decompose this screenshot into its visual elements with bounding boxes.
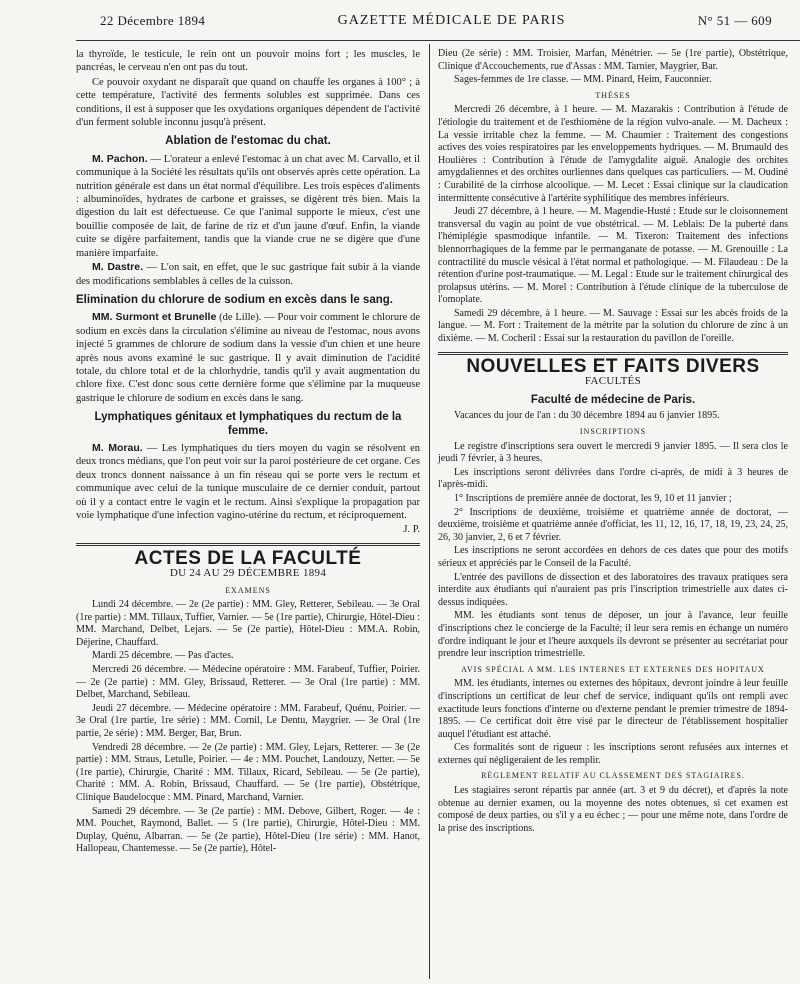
right-column <box>438 48 788 836</box>
author-signature: J. P. <box>403 524 420 536</box>
paragraph-text: — Les lymphatiques du tiers moyen du vagin se résolvent en deux troncs médians, que l'on peut voir sur la paroi postérieure de cet organe. Ces deux troncs donnent naissance à un fin réseau qui se porte vers le rectum et communique avec celui de la tunique musculaire de ce dernier conduit, partout où il y a contact entre le vagin et le rectum. Ainsi s'explique la propagation par voie lymphatique d'une infection vagino-utérine du rectum, et réciproquement. <box>76 442 420 521</box>
header-number: N° 51 — 609 <box>697 13 772 28</box>
section-title: Ablation de l'estomac du chat. <box>165 135 331 148</box>
header-date: 22 Décembre 1894 <box>100 13 206 28</box>
speaker-name: MM. Surmont et Brunelle <box>92 311 217 324</box>
exam-entry: Vendredi 28 décembre. — 2e (2e partie) : MM. Gley, Lejars, Retterer. — 3e (2e partie) : MM. Straus, Letulle, Poirier. — 4e : MM. Pouchet, Landouzy, Netter. — 5e (1re partie), Chirurgie, Charité : MM. Tillaux, Ricard, Sebileau. — 5e (2e partie), Charité : MM. A. Robin, Brissaud, Chauffard. — 5e (1re partie), Obstétrique, Clinique Baudelocque : MM. Pinard, Marchand, Varnier. <box>76 741 420 803</box>
thesis-entry: Mercredi 26 décembre, à 1 heure. — M. Mazarakis : Contribution à l'étude de l'étiologie du traitement et de l'esthiomène de la région vulvo-anale. — M. Dacheux : La vessie irritable chez la femme. — M. Chaumier : Traitement des congestions actives des voies respiratoires par les enveloppements hydriques. — M. Brumauld des Houlières : Contribution à l'étude de l'amygdalite aiguë. Analogie des orchites amygdaliennes et des orchites ourliennes dans quelques cas particuliers. — M. Oudiné : Curabilité de la cirrhose alcoolique. — M. Lecet : Essai clinique sur la claudication intermittente consécutive à l'artérite syphilitique des membres inférieurs. <box>438 104 788 204</box>
actes-title: ACTES DE LA FACULTÉ <box>134 547 362 569</box>
header-title: GAZETTE MÉDICALE DE PARIS <box>337 13 566 28</box>
paragraph: MM. les étudiants, internes ou externes des hôpitaux, devront joindre à leur feuille d'inscriptions un certificat de leur chef de service, indiquant qu'ils ont rempli avec exactitude leurs fonctions d'interne ou d'externe pendant le premier trimestre de 1894-1895. — Ce certificat doit être visé par le directeur de l'établissement hospitalier auquel l'étudiant est attaché. <box>438 678 788 740</box>
section-title: Elimination du chlorure de sodium en excès dans le sang. <box>76 293 393 306</box>
paragraph: Les stagiaires seront répartis par année (art. 3 et 9 du décret), et d'après la note obtenue au dernier examen, ou la moyenne des notes obtenues, si cet examen est composé de deux parties, ou s'il y a eu échec ; — pour une même note, dans l'ordre de la prise des inscriptions. <box>438 785 788 834</box>
faculty-paris-title: Faculté de médecine de Paris. <box>530 393 696 406</box>
exam-entry: Dieu (2e série) : MM. Troisier, Marfan, Ménétrier. — 5e (1re partie), Obstétrique, Clinique d'Accouchements, rue d'Assas : MM. Tarnier, Maygrier, Bar. <box>438 48 788 72</box>
paragraph: 1° Inscriptions de première année de doctorat, les 9, 10 et 11 janvier ; <box>454 493 732 504</box>
paragraph: Les inscriptions seront délivrées dans l'ordre ci-après, de midi à 3 heures de l'après-midi. <box>438 466 788 491</box>
thesis-entry: Samedi 29 décembre, à 1 heure. — M. Sauvage : Essai sur les abcès froids de la langue. — M. Fort : Traitement de la métrite par la solution du chlorure de zinc à un dixième. — M. Cocheril : Essai sur la restauration du pavillon de l'oreille. <box>438 307 788 345</box>
reglement-heading: RÈGLEMENT RELATIF AU CLASSEMENT DES STAGIAIRES. <box>481 771 745 781</box>
speaker-name: M. Dastre. <box>92 261 144 274</box>
paragraph <box>76 311 420 405</box>
speaker-name: M. Pachon. <box>92 152 148 165</box>
theses-heading: THÈSES <box>595 90 631 100</box>
paragraph-text: — L'on sait, en effet, que le suc gastrique fait subir à la viande des modifications semblables à celles de la cuisson. <box>76 262 421 287</box>
avis-heading: AVIS SPÉCIAL A MM. LES INTERNES ET EXTERNES DES HOPITAUX <box>461 664 765 674</box>
section-rule <box>76 543 420 546</box>
paragraph <box>76 153 420 260</box>
actes-subtitle: DU 24 AU 29 DÉCEMBRE 1894 <box>169 567 327 580</box>
paragraph-text: — L'orateur a enlevé l'estomac à un chat avec M. Carvallo, et il communique à la Société les résultats qu'ils ont observés après cette opération. La nutrition générale est dans un état normal d'équilibre. Les trois espèces d'aliments : albuminoïdes, hydrates de carbone et graisses, se digèrent très bien. Mais la digestion du lait est défectueuse. Ce que l'animal supporte le mieux, c'est une bouillie composée de lait, de farine de riz et d'un jaune d'œuf. Enfin, la viande cuite se digère parfaitement, tandis que la viande crue ne se digère que d'une manière imparfaite. <box>76 153 420 259</box>
paragraph: Le registre d'inscriptions sera ouvert le mercredi 9 janvier 1895. — Il sera clos le jeudi 7 février, à 3 heures. <box>438 440 788 465</box>
section-rule <box>438 352 788 355</box>
exam-entry: Mercredi 26 décembre. — Médecine opératoire : MM. Farabeuf, Tuffier, Poirier. — 2e (2e partie) : MM. Gley, Brissaud, Retterer. — 3e Oral (1re partie) : MM. Delbet, Marchand, Sebileau. <box>76 664 420 701</box>
paragraph <box>76 442 420 522</box>
examens-heading: EXAMENS <box>225 585 271 595</box>
speaker-name: M. Morau. <box>92 441 143 454</box>
section-title: Lymphatiques génitaux et lymphatiques du rectum de la femme. <box>94 411 402 437</box>
paragraph <box>76 261 420 288</box>
exam-entry: Jeudi 27 décembre. — Médecine opératoire : MM. Farabeuf, Quénu, Poirier. — 3e Oral (1re partie, 1re série) : MM. Cornil, Le Dentu, Maygrier. — 3e Oral (1re partie, 2e série) : MM. Berger, Bar, Brun. <box>76 702 420 739</box>
nouvelles-title: NOUVELLES ET FAITS DIVERS <box>466 355 760 377</box>
thesis-entry: Jeudi 27 décembre, à 1 heure. — M. Magendie-Husté : Etude sur le cloisonnement transversal du vagin au point de vue obstétrical. — M. Leblais: De la puberté dans l'hémiplégie spasmodique infantile. — M. Tixeron: Traitement des infections blennorrhagiques de la femme par le permanganate de potasse. — M. Grenouille : La contractilité du muscle vésical à l'état normal et pathologique. — M. Filaudeau : De la rétention d'urine post-traumatique. — M. Legal : Etude sur le traitement chirurgical des prolapsus utérins. — M. Morel : Contribution à l'étude clinique de la tuberculose de l'omoplate. <box>438 206 788 306</box>
paragraph: L'entrée des pavillons de dissection et des laboratoires des travaux pratiques sera interdite aux étudiants qui n'auraient pas pris l'inscription trimestrielle aux dates ci-dessus indiquées. <box>438 571 788 608</box>
paragraph: MM. les étudiants sont tenus de déposer, un jour à l'avance, leur feuille d'inscriptions chez le concierge de la Faculté; il leur sera remis en échange un numéro d'ordre indiquant le jour et l'heure auxquels ils devront se présenter au secrétariat pour prendre leur inscription trimestrielle. <box>438 610 788 660</box>
paragraph: Ce pouvoir oxydant ne disparaît que quand on chauffe les organes à 100° ; à cette température, l'activité des ferments solubles est supprimée. Dans ces conditions, il est à supposer que les oxydations organiques dépendent de l'activité d'un ferment soluble inconnu jusqu'à présent. <box>76 76 420 129</box>
page-header <box>0 0 800 42</box>
exam-entry: Mardi 25 décembre. — Pas d'actes. <box>92 650 234 662</box>
paragraph: la thyroïde, le testicule, le rein ont un pouvoir moins fort ; les muscles, le pancréas, le cerveau n'en ont pas du tout. <box>76 49 420 74</box>
left-column <box>76 48 420 857</box>
paragraph: Les inscriptions ne seront accordées en dehors de ces dates que pour des motifs sérieux et appréciés par le Conseil de la Faculté. <box>438 545 788 569</box>
column-divider <box>429 44 430 979</box>
exam-entry: Lundi 24 décembre. — 2e (2e partie) : MM. Gley, Retterer, Sebileau. — 3e Oral (1re partie) : MM. Tillaux, Tuffier, Varnier. — 5e (1re partie), Chirurgie, Hôtel-Dieu : MM. Marchand, Delbet, Lejars. — 5e (2e partie), Hôtel-Dieu : MM.A. Robin, Déjerine, Chauffard. <box>76 599 420 648</box>
paragraph: 2° Inscriptions de deuxième, troisième et quatrième année de doctorat, — deuxième, troisième et quatrième année d'officiat, les 11, 12, 16, 17, 18, 19, 23, 24, 25, 26, 30 janvier, 2, 6 et 7 février. <box>438 506 788 543</box>
paragraph: Vacances du jour de l'an : du 30 décembre 1894 au 6 janvier 1895. <box>454 410 720 422</box>
paragraph: Ces formalités sont de rigueur : les inscriptions seront refusées aux internes et externes qui négligeraient de les remplir. <box>438 742 788 766</box>
facultes-heading: FACULTÉS <box>584 375 642 388</box>
inscriptions-heading: INSCRIPTIONS <box>579 427 647 437</box>
paragraph-text: (de Lille). — Pour voir comment le chlorure de sodium en excès dans la circulation s'élimine au niveau de l'estomac, nous avons injecté 5 grammes de chlorure de sodium dans la vessie d'un chien et une heure après nous avons examiné le suc gastrique. Il y avait diminution de l'acidité totale, du chlore total et de la chlorhydrie, tandis qu'il y avait augmentation du chlore fixe. C'est donc sous cette dernière forme que s'élimine par la muqueuse gastrique le chlorure de sodium en excès dans le sang. <box>76 312 420 404</box>
header-rule <box>76 40 800 41</box>
exam-entry: Sages-femmes de 1re classe. — MM. Pinard, Heim, Fauconnier. <box>454 74 712 86</box>
exam-entry: Samedi 29 décembre. — 3e (2e partie) : MM. Debove, Gilbert, Roger. — 4e : MM. Pouchet, Raymond, Ballet. — 5 (1re partie), Chirurgie, Hôtel-Dieu : MM. Duplay, Quénu, Albarran. — 5e (2e partie), Hôtel-Dieu (1re série) : MM. Hanot, Hallopeau, Chantemesse. — 5e (2e partie), Hôtel- <box>76 805 420 855</box>
